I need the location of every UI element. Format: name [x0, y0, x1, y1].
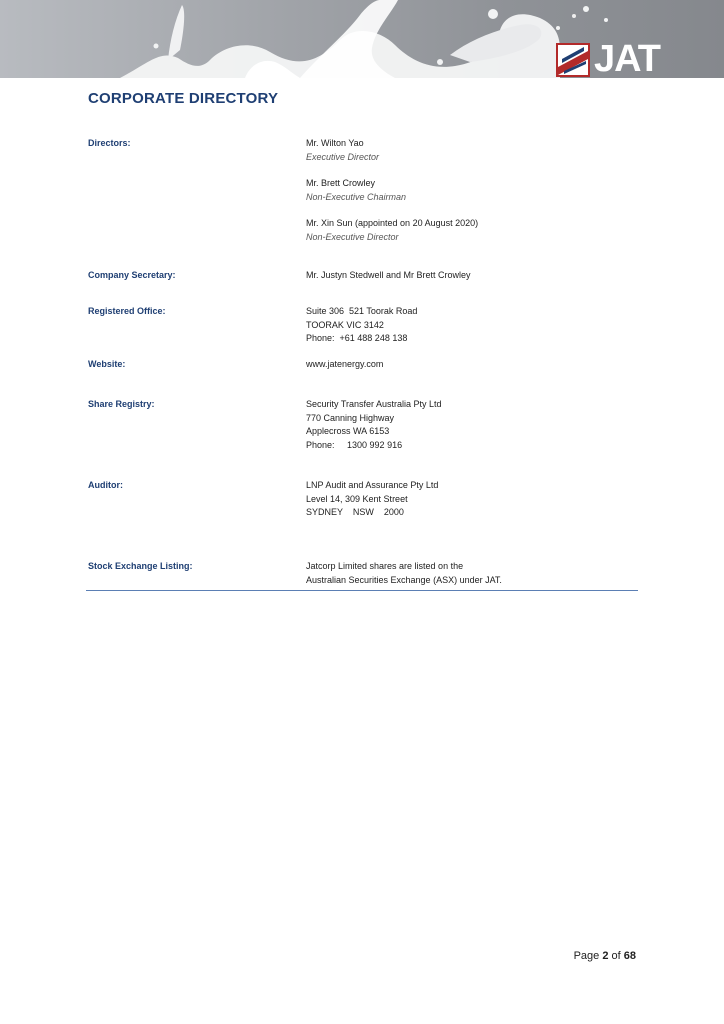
total-pages: 68 — [623, 950, 636, 962]
address-line: TOORAK VIC 3142 — [306, 319, 384, 330]
page-prefix: Page — [573, 950, 603, 962]
registered-office-label: Registered Office: — [88, 306, 166, 316]
section-divider — [86, 590, 638, 591]
stock-exchange-details — [306, 560, 636, 587]
listing-line: Australian Securities Exchange (ASX) under JAT. — [306, 574, 502, 585]
current-page: 2 — [602, 950, 609, 962]
logo-text: JAT — [594, 38, 660, 78]
phone-line: Phone: 1300 992 916 — [306, 439, 403, 450]
header-banner — [0, 0, 724, 78]
director-entry — [306, 217, 636, 244]
auditor-label: Auditor: — [88, 480, 123, 490]
page-number — [574, 950, 636, 962]
directors-label: Directors: — [88, 138, 131, 148]
director-role: Executive Director — [306, 151, 380, 162]
phone-line: Phone: +61 488 248 138 — [306, 333, 408, 343]
auditor-line: SYDNEY NSW 2000 — [306, 507, 404, 517]
page-title: CORPORATE DIRECTORY — [88, 90, 279, 107]
auditor-details — [306, 479, 636, 520]
director-name: Mr. Xin Sun (appointed on 20 August 2020) — [306, 218, 479, 228]
auditor-line: LNP Audit and Assurance Pty Ltd — [306, 480, 439, 490]
director-role: Non-Executive Chairman — [306, 191, 407, 202]
listing-line: Jatcorp Limited shares are listed on the — [306, 561, 464, 571]
directors-list — [306, 137, 636, 257]
director-entry — [306, 177, 636, 204]
registry-line: Security Transfer Australia Pty Ltd — [306, 399, 442, 409]
company-secretary-value: Mr. Justyn Stedwell and Mr Brett Crowley — [306, 270, 471, 280]
page-of: of — [608, 950, 624, 962]
registry-line: Applecross WA 6153 — [306, 426, 390, 436]
director-entry — [306, 137, 636, 164]
share-registry-label: Share Registry: — [88, 399, 155, 409]
director-name: Mr. Brett Crowley — [306, 178, 376, 188]
logo-mark-icon — [556, 43, 590, 77]
website-label: Website: — [88, 359, 126, 369]
share-registry-details — [306, 398, 636, 452]
director-role: Non-Executive Director — [306, 231, 399, 242]
company-logo — [556, 38, 676, 78]
director-name: Mr. Wilton Yao — [306, 138, 364, 148]
registry-line: 770 Canning Highway — [306, 412, 395, 423]
website-link[interactable]: www.jatenergy.com — [306, 359, 384, 369]
registered-office-address — [306, 305, 636, 346]
auditor-line: Level 14, 309 Kent Street — [306, 493, 408, 504]
address-line: Suite 306 521 Toorak Road — [306, 306, 418, 316]
stock-exchange-label: Stock Exchange Listing: — [88, 561, 193, 571]
company-secretary-label: Company Secretary: — [88, 270, 176, 280]
